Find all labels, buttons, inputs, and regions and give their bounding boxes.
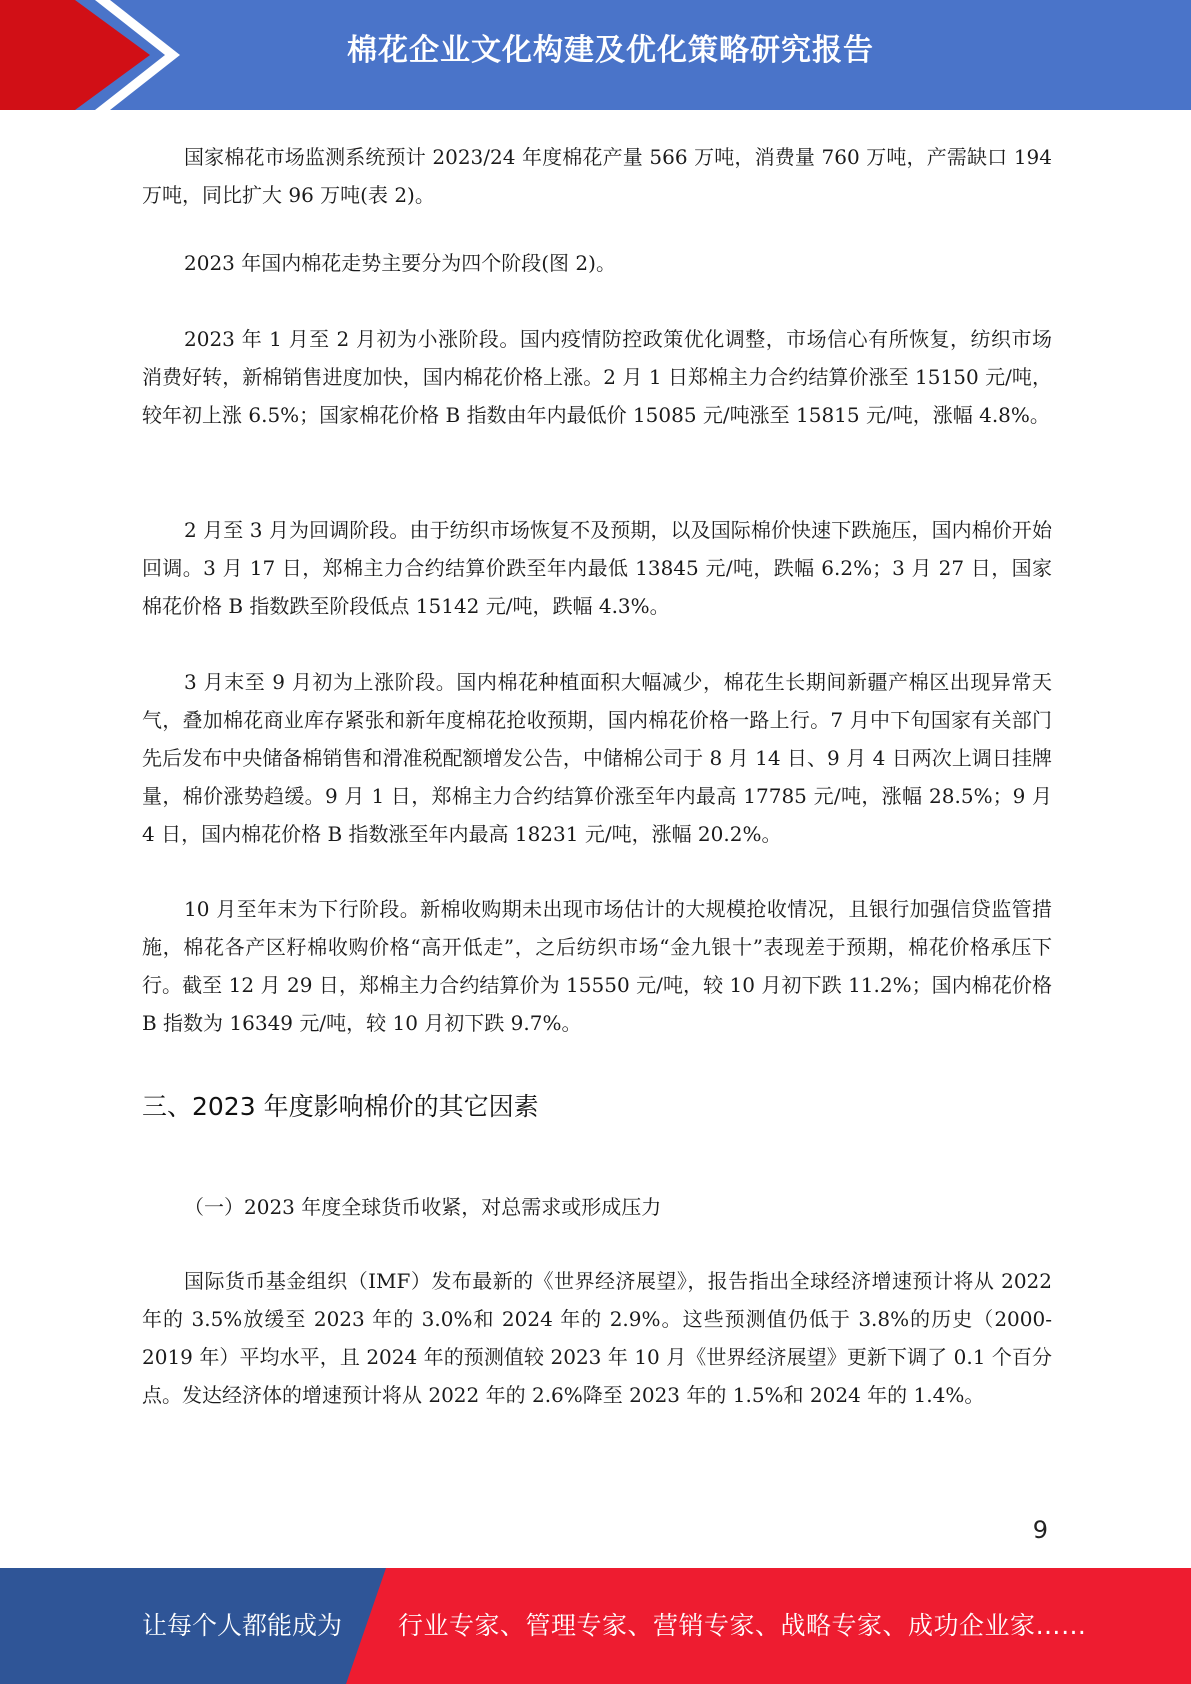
- page-header: [0, 0, 1191, 110]
- page-footer: [0, 1568, 1191, 1684]
- report-title: 棉花企业文化构建及优化策略研究报告: [347, 33, 874, 68]
- paragraph-stage-two: 2 月至 3 月为回调阶段。由于纺织市场恢复不及预期，以及国际棉价快速下跌施压，国内棉价开始回调。3 月 17 日，郑棉主力合约结算价跌至年内最低 13845 元/吨，跌幅 6.2%；3 月 27 日，国家棉花价格 B 指数跌至阶段低点 15142 元/吨，跌幅 4.3%。: [142, 518, 1052, 618]
- paragraph-stage-one: 2023 年 1 月至 2 月初为小涨阶段。国内疫情防控政策优化调整，市场信心有所恢复，纺织市场消费好转，新棉销售进度加快，国内棉花价格上涨。2 月 1 日郑棉主力合约结算价涨至 15150 元/吨，较年初上涨 6.5%；国家棉花价格 B 指数由年内最低价 15085 元/吨涨至 15815 元/吨，涨幅 4.8%。: [142, 327, 1052, 427]
- paragraph-imf-outlook: 国际货币基金组织（IMF）发布最新的《世界经济展望》，报告指出全球经济增速预计将从 2022 年的 3.5%放缓至 2023 年的 3.0%和 2024 年的 2.9%。这些预测值仍低于 3.8%的历史（2000-2019 年）平均水平，且 2024 年的预测值较 2023 年 10 月《世界经济展望》更新下调了 0.1 个百分点。发达经济体的增速预计将从 2022 年的 2.6%降至 2023 年的 1.5%和 2024 年的 1.4%。: [142, 1269, 1052, 1407]
- paragraph-stage-four: 10 月至年末为下行阶段。新棉收购期未出现市场估计的大规模抢收情况，且银行加强信贷监管措施，棉花各产区籽棉收购价格“高开低走”，之后纺织市场“金九银十”表现差于预期，棉花价格承压下行。截至 12 月 29 日，郑棉主力合约结算价为 15550 元/吨，较 10 月初下跌 11.2%；国内棉花价格 B 指数为 16349 元/吨，较 10 月初下跌 9.7%。: [142, 897, 1052, 1035]
- paragraph-four-stages: 2023 年国内棉花走势主要分为四个阶段(图 2)。: [184, 251, 616, 275]
- subsection-heading: （一）2023 年度全球货币收紧，对总需求或形成压力: [184, 1195, 662, 1219]
- footer-slogan-right: 行业专家、管理专家、营销专家、战略专家、成功企业家……: [398, 1611, 1087, 1640]
- footer-slogan-left: 让每个人都能成为: [142, 1611, 343, 1640]
- page-number: 9: [1032, 1516, 1048, 1544]
- paragraph-production-forecast: 国家棉花市场监测系统预计 2023/24 年度棉花产量 566 万吨，消费量 760 万吨，产需缺口 194 万吨，同比扩大 96 万吨(表 2)。: [142, 145, 1052, 207]
- section-heading: 三、2023 年度影响棉价的其它因素: [142, 1092, 539, 1121]
- paragraph-stage-three: 3 月末至 9 月初为上涨阶段。国内棉花种植面积大幅减少，棉花生长期间新疆产棉区出现异常天气，叠加棉花商业库存紧张和新年度棉花抢收预期，国内棉花价格一路上行。7 月中下旬国家有关部门先后发布中央储备棉销售和滑准税配额增发公告，中储棉公司于 8 月 14 日、9 月 4 日两次上调日挂牌量，棉价涨势趋缓。9 月 1 日，郑棉主力合约结算价涨至年内最高 17785 元/吨，涨幅 28.5%；9 月 4 日，国内棉花价格 B 指数涨至年内最高 18231 元/吨，涨幅 20.2%。: [142, 670, 1052, 846]
